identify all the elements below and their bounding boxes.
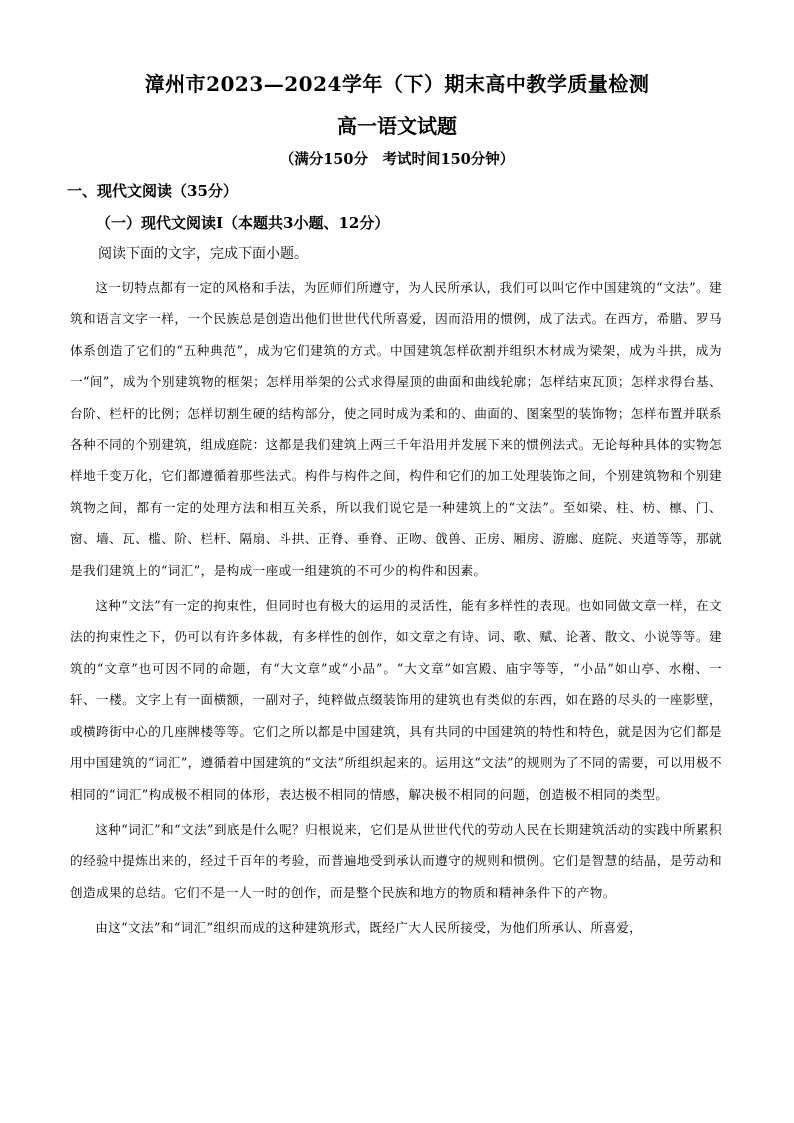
passage-paragraph-1: 这一切特点都有一定的风格和手法，为匠师们所遵守，为人民所承认，我们可以叫它作中国建筑的“文法”。建筑和语言文字一样，一个民族总是创造出他们世世代代所喜爱，因而沿用的惯例，成了法式。在西方，希腊、罗马体系创造了它们的“五种典范”，成为它们建筑的方式。中国建筑怎样砍割并组织木材成为梁架，成为斗拱，成为一“间”，成为个别建筑物的框架；怎样用举架的公式求得屋顶的曲面和曲线轮廓；怎样结束瓦顶；怎样求得台基、台阶、栏杆的比例；怎样切割生硬的结构部分，使之同时成为柔和的、曲面的、图案型的装饰物；怎样布置并联系各种不同的个别建筑，组成庭院：这都是我们建筑上两三千年沿用并发展下来的惯例法式。无论每种具体的实物怎样地千变万化，它们都遵循着那些法式。构件与构件之间，构件和它们的加工处理装饰之间，个别建筑物和个别建筑物之间，都有一定的处理方法和相互关系，所以我们说它是一种建筑上的“文法”。至如梁、柱、枋、檩、门、窗、墙、瓦、槛、阶、栏杆、隔扇、斗拱、正脊、垂脊、正吻、戗兽、正房、厢房、游廊、庭院、夹道等等，那就是我们建筑上的“词汇”，是构成一座或一组建筑的不可少的构件和因素。	[70, 280, 722, 578]
passage-paragraph-3: 这种“词汇”和“文法”到底是什么呢？归根说来，它们是从世世代代的劳动人民在长期建筑活动的实践中所累积的经验中提炼出来的，经过千百年的考验，而普遍地受到承认而遵守的规则和惯例。它们是智慧的结晶，是劳动和创造成果的总结。它们不是一人一时的创作，而是整个民族和地方的物质和精神条件下的产物。	[70, 821, 722, 900]
sub-section-heading: （一）现代文阅读Ⅰ（本题共3小题、12分）	[96, 214, 390, 232]
passage-paragraph-4: 由这“文法”和“词汇”组织而成的这种建筑形式，既经广大人民所接受，为他们所承认、所喜爱，	[95, 920, 643, 936]
section-heading: 一、现代文阅读（35分）	[67, 182, 238, 200]
passage-paragraph-2: 这种“文法”有一定的拘束性，但同时也有极大的运用的灵活性，能有多样性的表现。也如同做文章一样，在文法的拘束性之下，仍可以有许多体裁，有多样性的创作，如文章之有诗、词、歌、赋、论著、散文、小说等等。建筑的“文章”也可因不同的命题，有“大文章”或“小品”。“大文章”如宫殿、庙宇等等，“小品”如山亭、水榭、一轩、一楼。文字上有一面横额，一副对子，纯粹做点缀装饰用的建筑也有类似的东西，如在路的尽头的一座影壁，或横跨街中心的几座牌楼等等。它们之所以都是中国建筑，具有共同的中国建筑的特性和特色，就是因为它们都是用中国建筑的“词汇”，遵循着中国建筑的“文法”所组织起来的。运用这“文法”的规则为了不同的需要，可以用极不相同的“词汇”构成极不相同的体形，表达极不相同的情感，解决极不相同的问题，创造极不相同的类型。	[70, 598, 722, 802]
reading-passage	[70, 272, 722, 944]
exam-subtitle: 高一语文试题	[337, 114, 457, 138]
exam-title: 漳州市2023—2024学年（下）期末高中教学质量检测	[144, 72, 650, 96]
score-and-time-line: （满分150分 考试时间150分钟）	[279, 151, 515, 168]
reading-instruction: 阅读下面的文字，完成下面小题。	[98, 246, 308, 262]
